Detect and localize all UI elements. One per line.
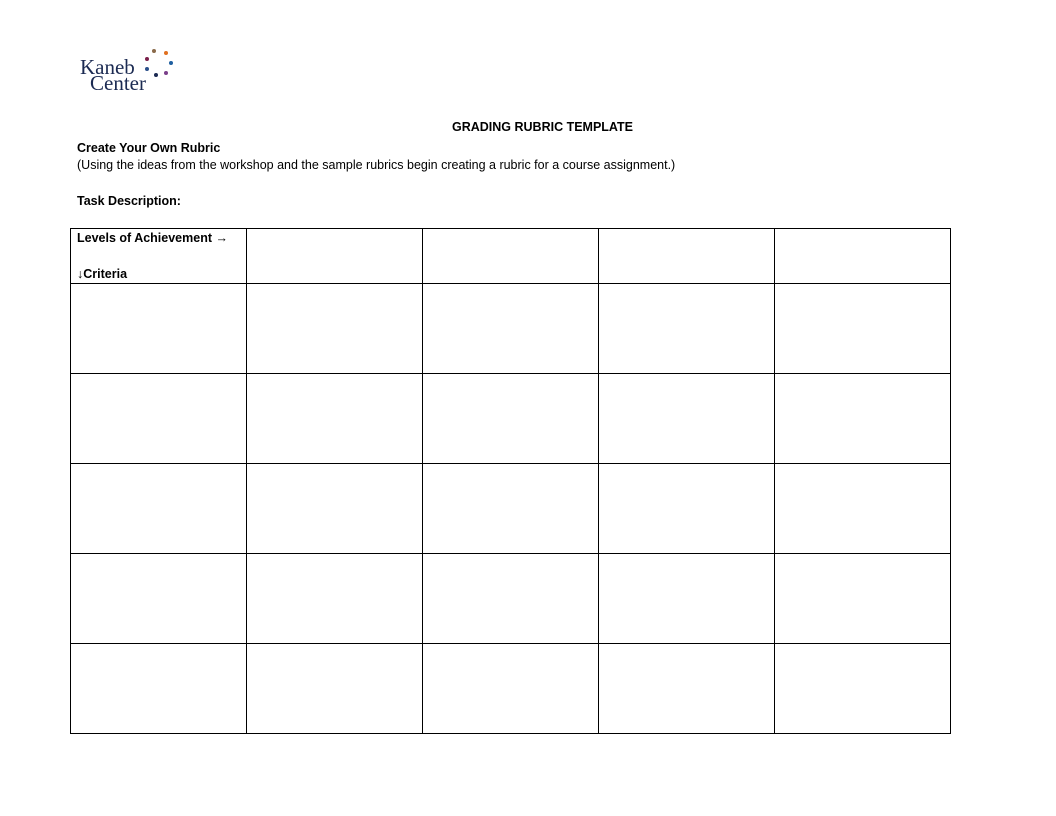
rubric-cell[interactable] (599, 464, 775, 554)
level-header-cell[interactable] (247, 229, 423, 284)
level-header-cell[interactable] (599, 229, 775, 284)
criteria-cell[interactable] (71, 284, 247, 374)
logo-dot (145, 67, 149, 71)
rubric-cell[interactable] (775, 644, 951, 734)
instructions-text: (Using the ideas from the workshop and the sample rubrics begin creating a rubric for a course assignment.) (77, 158, 676, 172)
logo-dot (164, 51, 168, 55)
level-header-cell[interactable] (423, 229, 599, 284)
rubric-cell[interactable] (247, 374, 423, 464)
rubric-row (71, 554, 951, 644)
rubric-header-row (71, 229, 951, 284)
rubric-cell[interactable] (599, 374, 775, 464)
logo-dot (152, 49, 156, 53)
rubric-cell[interactable] (775, 554, 951, 644)
logo-dots-icon (78, 44, 178, 94)
rubric-cell[interactable] (599, 554, 775, 644)
criteria-cell[interactable] (71, 374, 247, 464)
criteria-cell[interactable] (71, 554, 247, 644)
logo-dot (164, 71, 168, 75)
page-title: GRADING RUBRIC TEMPLATE (451, 120, 633, 134)
rubric-corner-cell (71, 229, 247, 284)
rubric-row (71, 374, 951, 464)
rubric-row (71, 284, 951, 374)
rubric-cell[interactable] (775, 284, 951, 374)
criteria-label: ↓Criteria (77, 267, 128, 281)
logo-word-kaneb: Kaneb (80, 55, 135, 79)
rubric-cell[interactable] (599, 284, 775, 374)
rubric-row (71, 464, 951, 554)
criteria-cell[interactable] (71, 644, 247, 734)
criteria-cell[interactable] (71, 464, 247, 554)
logo-dot (145, 57, 149, 61)
logo-word-center: Center (90, 71, 146, 95)
rubric-cell[interactable] (423, 644, 599, 734)
kaneb-center-logo (78, 44, 178, 94)
rubric-cell[interactable] (423, 284, 599, 374)
rubric-table (70, 228, 951, 734)
rubric-cell[interactable] (599, 644, 775, 734)
section-subtitle: Create Your Own Rubric (77, 141, 221, 155)
rubric-cell[interactable] (423, 374, 599, 464)
levels-of-achievement-label: Levels of Achievement → (77, 231, 228, 245)
level-header-cell[interactable] (775, 229, 951, 284)
rubric-cell[interactable] (247, 554, 423, 644)
rubric-cell[interactable] (423, 464, 599, 554)
rubric-cell[interactable] (423, 554, 599, 644)
rubric-cell[interactable] (775, 464, 951, 554)
rubric-cell[interactable] (775, 374, 951, 464)
logo-dot (154, 73, 158, 77)
rubric-cell[interactable] (247, 464, 423, 554)
logo-dot (169, 61, 173, 65)
rubric-cell[interactable] (247, 284, 423, 374)
rubric-row (71, 644, 951, 734)
task-description-label: Task Description: (77, 194, 181, 208)
rubric-cell[interactable] (247, 644, 423, 734)
